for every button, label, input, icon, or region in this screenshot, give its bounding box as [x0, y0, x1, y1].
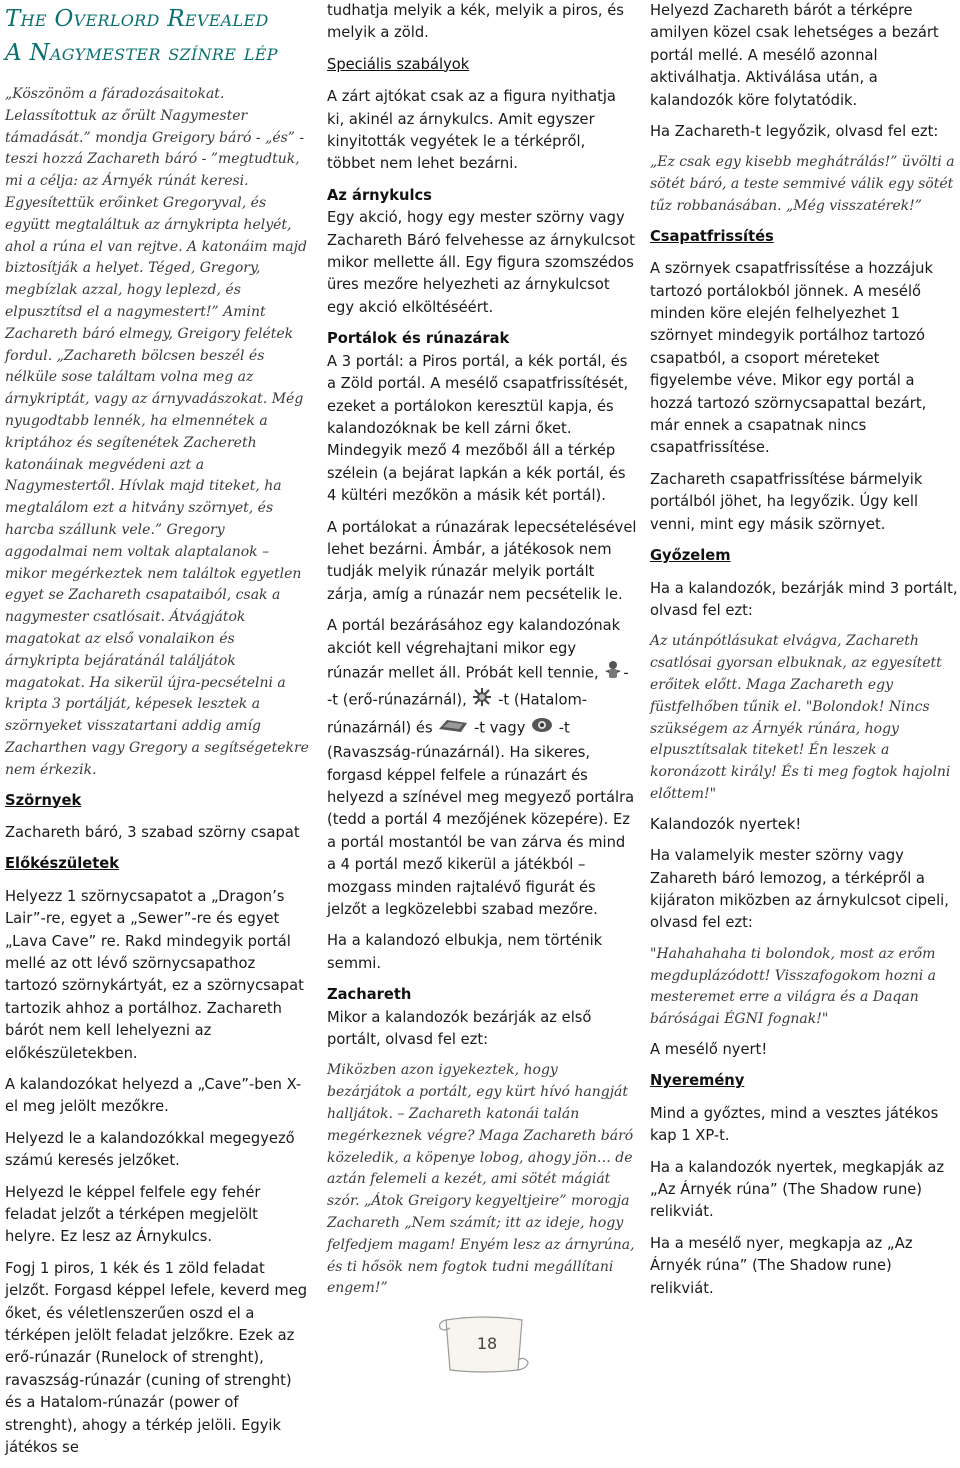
portals-paragraph-3: A portál bezárásához egy kalandozónak akciót kell végrehajtani mikor egy rúnazár mellet áll. Próbát kell tennie, - -t (erő-rúnazárnál), -t (Hatalom-rúnazárnál) és -t vagy -t (Ravaszság-rúnazárnál). Ha sikeres, forgasd képpel felfele a rúnazárt és helyezd a színével meg megyező portálra (tedd a portál 4 mezőjének közepére). Ez a portál mostantól be van zárva és mind a 4 portál mező kikerül a játékból – mozgass minden rajtalévő figurát és jelzőt a legközelebbi szabad mezőre. — [327, 617, 635, 919]
right-column — [650, 0, 960, 1309]
defeat-read-text: Ha Zachareth-t legyőzik, olvasd fel ezt: — [650, 123, 939, 141]
title-line-2: A Nagymester színre lép — [5, 40, 278, 66]
reward-paragraph-1: Mind a győztes, mind a vesztes játékos kap 1 XP-t. — [650, 1104, 939, 1145]
portals-text-a: A portál bezárásához egy kalandozónak akciót kell végrehajtani mikor egy rúnazár mellet áll. Próbát kell tennie, — [327, 617, 621, 682]
portals-text-d: -t vagy — [473, 719, 526, 737]
strength-test-icon — [603, 660, 623, 687]
reinforcement-paragraph-2: Zachareth csapatfrissítése bármelyik portálból jöhet, ha legyőzik. Úgy kell venni, mint egy másik szörnyet. — [650, 470, 923, 533]
heading-special-rules: Speciális szabályok — [327, 55, 470, 73]
reinforcement-paragraph-1: A szörnyek csapatfrissítése a hozzájuk tartozó portálokból jönnek. A mesélő minden köre elején felhelyezhet 1 szörnyet mindegyik portálhoz tartozó csapatból, a csoport méreteket figyelembe véve. Mikor egy portál a hozzá tartozó szörnycsapattal bezárt, már ennek a csapatnak nincs csapatfrissítése. — [650, 260, 933, 457]
knowledge-test-icon — [471, 687, 493, 714]
reward-paragraph-2: Ha a kalandozók nyertek, megkapják az „Az Árnyék rúna” (The Shadow rune) relikviát. — [650, 1158, 945, 1221]
setup-paragraph-4: Helyezd le képpel felfele egy fehér feladat jelzőt a térképen megjelölt helyre. Ez lesz az Árnykulcs. — [5, 1183, 261, 1246]
setup-paragraph-2: A kalandozókat helyezd a „Cave”-ben X-el meg jelölt mezőkre. — [5, 1075, 302, 1116]
portals-text-b: -t (erő-rúnazárnál), — [327, 692, 467, 710]
special-rules-text: A zárt ajtókat csak az a figura nyithatja ki, akinél az árnykulcs. Amit egyszer kinyitották vegyétek le a térképről, többet nem lehet bezárni. — [327, 88, 616, 173]
heading-zachareth: Zachareth — [327, 986, 412, 1004]
portals-paragraph-2: A portálokat a rúnazárak lepecsételésével lehet bezárni. Ámbár, a játékosok nem tudják melyik rúnazár melyik portált zárja, amíg a rúnazár nem pecsételik le. — [327, 518, 637, 603]
portals-text-c: -t (Hatalom-rúnazárnál) és — [327, 692, 588, 737]
portals-paragraph-4: Ha a kalandozó elbukja, nem történik semmi. — [327, 932, 603, 972]
left-column — [5, 0, 310, 1468]
setup-paragraph-1: Helyezz 1 szörnycsapatot a „Dragon’s Lair”-re, egyet a „Sewer”-re és egyet „Lava Cave” re. Rakd mindegyik portál mellé az ott lévő szörnycsapathoz tartozó szörnykártyát, ez a szörnycsapat tartozik ahhoz a portálhoz. Zachareth bárót nem kell lehelyezni az előkészületekben. — [5, 887, 304, 1062]
reward-paragraph-3: Ha a mesélő nyer, megkapja az „Az Árnyék rúna” (The Shadow rune) relikviát. — [650, 1234, 913, 1297]
portals-paragraph-1: A 3 portál: a Piros portál, a kék portál, és a Zöld portál. A mesélő csapatfrissítését, ezeket a portálokon keresztül kapja, és kalandozóknak be kell zárni őket. Mindegyik mező 4 mezőből áll a térkép szélein (a bejárat lapkán a kék portál, és 4 kültéri mezőkön a másik két portál). — [327, 352, 629, 505]
zachareth-narration: Miközben azon igyekeztek, hogy bezárjátok a portált, egy kürt hívó hangját halljátok. – Zachareth katonái talán megérkeznek végre? Maga Zachareth báró közeledik, a köpenye lobog, ahogy jön… de aztán felemeli a kezét, ami sötét mágiát szór. „Átok Greigory kegyeltjeire” morogja Zachareth „Nem számít; itt az ideje, hogy felfedjem magam! Enyém lesz az árnyrúna, és ti hősök nem fogtok tudni megállítani engem!” — [327, 1062, 635, 1297]
setup-paragraph-5: Fogj 1 piros, 1 kék és 1 zöld feladat jelzőt. Forgasd képpel lefele, keverd meg őket, és véletlenszerűen oszd el a térképen jelölt feladat jelzőkre. Ezek az erő-rúnazár (Runelock of strenght), ravaszság-rúnazár (cuning of strenght) és a Hatalom-rúnazár (power of strenght), ahogy a térkép jelöli. Egyik játékos se — [5, 1259, 308, 1457]
continued-text: tudhatja melyik a kék, melyik a piros, és melyik a zöld. — [327, 2, 624, 42]
heading-victory: Győzelem — [650, 547, 731, 565]
intro-narration: „Köszönöm a fáradozásaitokat. Lelassítottuk az őrült Nagymester támadását.” mondja Greigory báró - „és” - teszi hozzá Zachareth báró - ”megtudtuk, mi a célja: az Árnyék rúnát keresi. Egyesítettük erőinket Gregoryval, és együtt megtaláltuk az árnykripta helyét, ahol a rúna el van rejtve. A katonáim majd biztosítják a helyet. Téged, Gregory, megbízlak azzal, hogy leplezd, és elpusztítsd el a nagymestert!” Amint Zachareth báró elmegy, Greigory felétek fordul. „Zachareth bölcsen beszél és nélküle sose találtam volna meg az árnykriptát, vagy az árnyvadászokat. Még nyugodtabb lennék, ha elmennétek a kriptához és segítenétek Zachereth katonáinak megvédeni azt a Nagymestertől. Hívlak majd titeket, ha megtalálom ezt a hitvány szörnyet, és harcba szállunk vele.” Gregory aggodalmai nem voltak alaptalanok – mikor megérkeztek nem találtok egyetlen egyet se Zachareth csapataiból, csak a nagymester csatlósait. Átvágjátok magatokat az első vonalaikon és árnykripta bejáratánál találjátok magatokat. Ha sikerül újra-pecsételni a kripta 3 portálját, képesek lesztek a szörnyeket visszatartani addig amíg Zacharthen vagy Gregory a segítségetekre nem érkezik. — [5, 86, 309, 778]
page-title — [5, 0, 310, 70]
heading-shadow-key: Az árnykulcs — [327, 186, 432, 204]
victory-narration: Az utánpótlásukat elvágva, Zachareth csatlósai gyorsan elbuknak, az egyesített erőitek előtt. Maga Zachareth egy füstfelhőben tűnik el. "Bolondok! Nincs szükségem az Árnyék rúnára, hogy elpusztítsalak titeket! Én leszek a koronázott király! És ti meg fogtok hajolni előttem!" — [650, 633, 951, 802]
heading-reward: Nyeremény — [650, 1072, 745, 1090]
monsters-text: Zachareth báró, 3 szabad szörny csapat — [5, 823, 300, 841]
heroes-win-text: Kalandozók nyertek! — [650, 815, 802, 833]
page-number: 18 — [476, 1334, 498, 1353]
escape-narration: "Hahahahaha ti bolondok, most az erőm megduplázódott! Visszafogokom hozni a mesteremet erre a világra és a Daqan báróságai ÉGNI fognak!" — [650, 945, 936, 1028]
overlord-wins-text: A mesélő nyert! — [650, 1040, 768, 1058]
willpower-test-icon — [437, 715, 469, 742]
victory-text: Ha a kalandozók, bezárják mind 3 portált, olvasd fel ezt: — [650, 579, 958, 619]
setup-paragraph-3: Helyezd le a kalandozókkal megegyező számú keresés jelzőket. — [5, 1129, 295, 1170]
middle-column — [327, 0, 637, 1308]
shadow-key-escape-text: Ha valamelyik mester szörny vagy Zahareth báró lemozog, a térképről a kijáraton miközben az árnykulcsot cipeli, olvasd fel ezt: — [650, 847, 949, 932]
shadow-key-text: Egy akció, hogy egy mester szörny vagy Zachareth Báró felvehesse az árnykulcsot mikor mellette áll. Egy figura szomszédos üres mezőre helyezheti az árnykulcsot egy akció elköltéséért. — [327, 209, 635, 316]
heading-monsters: Szörnyek — [5, 791, 82, 809]
zachareth-placement-text: Helyezd Zachareth bárót a térképre amilyen közel csak lehetséges a bezárt portál mellé. A mesélő azonnal aktiválhatja. Aktiválása után, a kalandozók köre folytatódik. — [650, 2, 939, 109]
awareness-test-icon — [530, 715, 554, 742]
title-line-1: The Overlord Revealed — [5, 6, 269, 32]
heading-setup: Előkészületek — [5, 855, 119, 873]
defeat-narration: „Ez csak egy kisebb meghátrálás!” üvölti a sötét báró, a teste semmivé válik egy sötét tűz robbanásában. „Még visszatérek!” — [650, 154, 955, 215]
heading-portals: Portálok és rúnazárak — [327, 330, 510, 348]
heading-reinforcement: Csapatfrissítés — [650, 227, 774, 245]
portals-text-e: -t (Ravaszság-rúnazárnál). Ha sikeres, forgasd képpel felfele a rúnazárt és helyezd a színével meg megyező portálra (tedd a portál 4 mezőjének közepére). Ez a portál mostantól be van zárva és mind a 4 portál mező kikerül a játékból – mozgass minden rajtalévő figurát és jelzőt a legközelebbi szabad mezőre. — [327, 719, 635, 919]
zachareth-text: Mikor a kalandozók bezárják az első portált, olvasd fel ezt: — [327, 1008, 592, 1049]
